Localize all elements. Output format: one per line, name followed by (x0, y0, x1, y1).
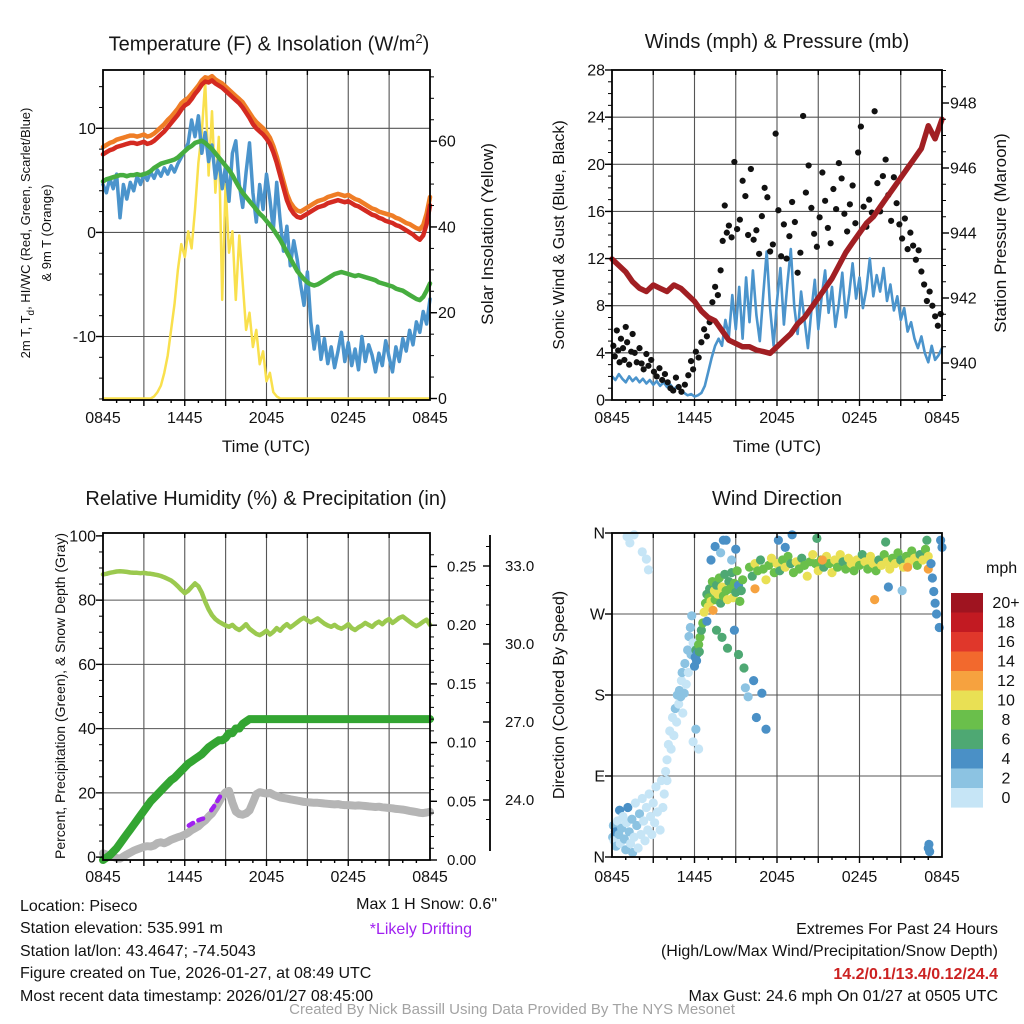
wind-direction-dot (774, 536, 783, 545)
tl-title-text: Temperature (F) & Insolation (W/m (108, 33, 416, 56)
gust-dot (888, 218, 894, 224)
credit-line: Created By Nick Bassill Using Data Provided By The NYS Mesonet (289, 1001, 735, 1018)
x-tick-label: 0245 (330, 410, 367, 427)
gust-dot (921, 281, 927, 287)
y-tick-label: 0.00 (447, 852, 477, 869)
gust-dot (624, 339, 630, 345)
y-tick-label: -10 (72, 328, 96, 346)
gust-dot (753, 227, 759, 233)
gust-dot (844, 228, 850, 234)
gust-dot (662, 371, 668, 377)
y-tick-label: 20 (78, 785, 96, 803)
colorbar-cell (951, 730, 983, 750)
colorbar-cell (951, 613, 983, 633)
gust-dot (690, 366, 696, 372)
gust-dot (907, 230, 913, 236)
max-gust: Max Gust: 24.6 mph On 01/27 at 0505 UTC (688, 987, 998, 1005)
wind-direction-dot (727, 555, 736, 564)
gust-dot (894, 200, 900, 206)
gust-dot (762, 185, 768, 191)
wind-direction-dot (625, 538, 634, 547)
wind-direction-dot (931, 599, 940, 608)
wind-direction-dot (719, 536, 728, 545)
gust-dot (770, 241, 776, 247)
gust-dot (905, 246, 911, 252)
wind-direction-dot (898, 586, 907, 595)
gust-dot (636, 345, 642, 351)
gust-dot (688, 358, 694, 364)
wind-direction-dot (734, 650, 743, 659)
x-tick-label: 0845 (594, 410, 630, 427)
y-tick-label: 20 (438, 305, 456, 323)
wind-direction-dot (706, 555, 715, 564)
y-tick-label: 0.15 (447, 675, 477, 693)
tr-x-axis-label: Time (UTC) (732, 437, 822, 456)
gust-dot (932, 313, 938, 319)
wind-direction-dot (658, 803, 667, 812)
station-location: Location: Piseco (20, 898, 138, 915)
gust-dot (916, 247, 922, 253)
colorbar-label: 14 (997, 653, 1015, 671)
x-tick-label: 0245 (330, 869, 367, 886)
wind-direction-dot (717, 633, 726, 642)
gust-dot (828, 240, 834, 246)
gust-dot (715, 292, 721, 298)
y-tick-label: 27.0 (505, 714, 535, 731)
wind-direction-dot (818, 555, 827, 564)
wind-direction-dot (723, 644, 732, 653)
tl-left-label-sub: d (25, 309, 37, 316)
colorbar-cell (951, 593, 983, 613)
gust-dot (803, 189, 809, 195)
y-tick-label: 100 (69, 528, 96, 546)
wind-direction-dot (680, 689, 689, 698)
gust-dot (645, 363, 651, 369)
colorbar-label: 6 (1001, 731, 1011, 749)
gust-dot (751, 237, 757, 243)
wind-direction-dot (645, 789, 654, 798)
y-tick-label: 942 (950, 290, 977, 308)
gust-dot (866, 197, 872, 203)
wind-direction-dot (928, 573, 937, 582)
wind-direction-dot (678, 708, 687, 717)
gust-dot (855, 149, 861, 155)
y-tick-label: 0 (87, 224, 96, 242)
gust-dot (659, 377, 665, 383)
wind-direction-dot (903, 563, 912, 572)
data-timestamp: Most recent data timestamp: 2026/01/27 08:45:00 (20, 987, 374, 1005)
y-tick-label: 12 (587, 251, 605, 269)
y-tick-label: 948 (950, 95, 977, 113)
wind-direction-dot (672, 717, 681, 726)
y-tick-label: 940 (950, 355, 977, 373)
wind-direction-dot (757, 689, 766, 698)
y-tick-label: S (594, 687, 605, 705)
gust-dot (704, 333, 710, 339)
y-tick-label: 0 (596, 392, 605, 410)
wind-direction-dot (669, 731, 678, 740)
gust-dot (872, 108, 878, 114)
colorbar-label: 20+ (992, 595, 1020, 613)
x-tick-label: 0845 (412, 410, 448, 427)
colorbar-cell (951, 710, 983, 730)
gust-dot (630, 331, 636, 337)
y-tick-label: 0.05 (447, 793, 477, 811)
tl-left-label-line2: & 9m T (Orange) (38, 184, 54, 282)
gust-dot (861, 204, 867, 210)
tr-title: Winds (mph) & Pressure (mb) (644, 31, 910, 53)
wind-direction-dot (752, 713, 761, 722)
wind-direction-dot (750, 584, 759, 593)
y-tick-label: 0 (87, 849, 96, 867)
gust-dot (626, 362, 632, 368)
wind-direction-dot (686, 623, 695, 632)
x-tick-label: 0845 (85, 410, 121, 427)
gust-dot (841, 211, 847, 217)
y-tick-label: 40 (438, 219, 456, 237)
tl-title-sup: 2 (415, 31, 423, 46)
wind-direction-dot (640, 836, 649, 845)
y-tick-label: 10 (78, 120, 96, 138)
wind-direction-dot (694, 744, 703, 753)
wind-direction-dot (656, 825, 665, 834)
colorbar-label: 4 (1001, 751, 1011, 769)
gust-dot (786, 233, 792, 239)
gust-dot (883, 156, 889, 162)
x-tick-label: 0845 (412, 869, 448, 886)
y-tick-label: 0.10 (447, 734, 477, 752)
tl-left-label-pre: 2m T, T (18, 315, 34, 359)
wind-direction-dot (642, 555, 651, 564)
colorbar-label: 10 (997, 692, 1015, 710)
y-tick-label: 944 (950, 225, 977, 243)
gust-dot (748, 166, 754, 172)
wind-direction-dot (702, 617, 711, 626)
extremes-values: 14.2/0.1/13.4/0.12/24.4 (833, 965, 998, 983)
tl-title-suffix: ) (422, 33, 430, 56)
wind-direction-dot (881, 537, 890, 546)
gust-dot (833, 206, 839, 212)
colorbar-cell (951, 749, 983, 769)
wind-direction-dot (634, 843, 643, 852)
x-tick-label: 2045 (759, 410, 795, 427)
x-tick-label: 0845 (85, 869, 121, 886)
gust-dot (784, 255, 790, 261)
colorbar-label: 2 (1001, 770, 1011, 788)
gust-dot (896, 221, 902, 227)
wind-direction-dot (649, 798, 658, 807)
x-tick-label: 1445 (676, 869, 713, 886)
gust-dot (718, 267, 724, 273)
gust-dot (654, 373, 660, 379)
gust-dot (775, 207, 781, 213)
y-tick-label: N (593, 849, 605, 867)
wind-direction-dot (884, 582, 893, 591)
gust-dot (797, 250, 803, 256)
wind-direction-dot (716, 548, 725, 557)
gust-dot (682, 382, 688, 388)
gust-dot (814, 244, 820, 250)
wind-direction-dot (929, 587, 938, 596)
bl-title: Relative Humidity (%) & Precipitation (in) (85, 488, 447, 510)
gust-dot (648, 357, 654, 363)
wind-direction-dot (756, 555, 765, 564)
gust-dot (698, 339, 704, 345)
wind-direction-dot (870, 595, 879, 604)
gust-dot (781, 221, 787, 227)
y-tick-label: 0.25 (447, 558, 477, 576)
wind-direction-dot (695, 647, 704, 656)
gust-dot (913, 257, 919, 263)
gust-dot (929, 303, 935, 309)
gust-dot (880, 173, 886, 179)
wind-direction-dot (647, 830, 656, 839)
gust-dot (720, 238, 726, 244)
gust-dot (614, 327, 620, 333)
x-tick-label: 0845 (594, 869, 630, 886)
gust-dot (839, 175, 845, 181)
gust-dot (678, 389, 684, 395)
wind-direction-dot (730, 626, 739, 635)
wind-direction-dot (749, 676, 758, 685)
gust-dot (822, 198, 828, 204)
gust-dot (734, 226, 740, 232)
gust-dot (935, 323, 941, 329)
station-latlon: Station lat/lon: 43.4647; -74.5043 (20, 942, 256, 960)
y-tick-label: 28 (587, 62, 605, 80)
gust-dot (722, 202, 728, 208)
gust-dot (709, 299, 715, 305)
gust-dot (836, 160, 842, 166)
wind-direction-dot (662, 755, 671, 764)
gust-dot (819, 169, 825, 175)
x-tick-label: 0845 (924, 410, 960, 427)
gust-dot (740, 178, 746, 184)
gust-dot (696, 354, 702, 360)
gust-dot (673, 375, 679, 381)
wind-direction-dot (662, 776, 671, 785)
wind-direction-dot (691, 725, 700, 734)
gust-dot (764, 194, 770, 200)
x-tick-label: 1445 (166, 410, 203, 427)
y-tick-label: 0 (438, 390, 447, 408)
wind-direction-dot (661, 767, 670, 776)
wind-direction-dot (744, 692, 753, 701)
wind-direction-dot (761, 575, 770, 584)
gust-dot (656, 365, 662, 371)
wind-direction-dot (803, 572, 812, 581)
figure-created: Figure created on Tue, 2026-01-27, at 08:49 UTC (20, 965, 372, 983)
extremes-block (661, 919, 998, 1008)
gust-dot (852, 220, 858, 226)
gust-dot (623, 324, 629, 330)
gust-dot (795, 270, 801, 276)
wind-direction-dot (808, 550, 817, 559)
colorbar-label: 12 (997, 673, 1015, 691)
gust-dot (850, 182, 856, 188)
wind-direction-dot (738, 575, 747, 584)
gust-dot (724, 230, 730, 236)
x-tick-label: 2045 (248, 410, 285, 427)
gust-dot (792, 219, 798, 225)
station-info (20, 896, 373, 1008)
y-tick-label: 80 (78, 592, 96, 610)
gust-dot (756, 251, 762, 257)
colorbar-cell (951, 671, 983, 691)
gust-dot (726, 222, 732, 228)
gust-dot (899, 235, 905, 241)
y-tick-label: 8 (596, 298, 605, 316)
wind-direction-dot (788, 530, 797, 539)
gust-dot (891, 174, 897, 180)
colorbar-cell (951, 632, 983, 652)
colorbar-cell (951, 769, 983, 789)
colorbar-label: 0 (1001, 790, 1011, 808)
gust-dot (737, 217, 743, 223)
tl-left-label-mid: , HI/WC (Red, Green, Scarlet/Blue) (18, 107, 34, 310)
y-tick-label: 30.0 (505, 636, 535, 653)
wind-direction-dot (733, 566, 742, 575)
gust-dot (685, 372, 691, 378)
gust-dot (773, 131, 779, 137)
gust-dot (665, 379, 671, 385)
br-title: Wind Direction (711, 488, 843, 510)
gust-dot (621, 357, 627, 363)
wind-direction-dot (660, 789, 669, 798)
y-tick-label: 24 (587, 109, 605, 127)
y-tick-label: 24.0 (505, 792, 535, 809)
extremes-title: Extremes For Past 24 Hours (796, 921, 998, 938)
x-tick-label: 2045 (248, 869, 285, 886)
wind-direction-dot (925, 847, 934, 856)
y-tick-label: 20 (587, 156, 605, 174)
likely-drifting-note: *Likely Drifting (369, 921, 472, 938)
y-tick-label: N (593, 525, 605, 543)
gust-dot (811, 231, 817, 237)
y-tick-label: 60 (438, 133, 456, 151)
gust-dot (847, 201, 853, 207)
wind-direction-dot (629, 530, 638, 539)
gust-dot (808, 205, 814, 211)
y-tick-label: 946 (950, 160, 977, 178)
colorbar-label: 16 (997, 634, 1015, 652)
y-tick-label: 0.20 (447, 617, 477, 635)
gust-dot (817, 214, 823, 220)
colorbar-cell (951, 691, 983, 711)
gust-dot (620, 345, 626, 351)
y-tick-label: 60 (78, 656, 96, 674)
tl-x-axis-label: Time (UTC) (221, 437, 311, 456)
gust-dot (643, 351, 649, 357)
y-tick-label: 33.0 (505, 558, 535, 575)
wind-direction-dot (708, 606, 717, 615)
max-snow-note: Max 1 H Snow: 0.6" (356, 896, 497, 913)
gust-dot (742, 193, 748, 199)
gust-dot (789, 199, 795, 205)
gust-dot (825, 225, 831, 231)
wind-direction-dot (731, 545, 740, 554)
colorbar-label: 18 (997, 614, 1015, 632)
colorbar-label: 8 (1001, 712, 1011, 730)
wind-direction-dot (667, 744, 676, 753)
gust-dot (918, 268, 924, 274)
gust-dot (618, 336, 624, 342)
gust-dot (701, 326, 707, 332)
gust-dot (745, 232, 751, 238)
gust-dot (806, 162, 812, 168)
gust-dot (858, 123, 864, 129)
gust-dot (638, 360, 644, 366)
wind-direction-dot (682, 680, 691, 689)
x-tick-label: 1445 (166, 869, 203, 886)
gust-dot (927, 288, 933, 294)
x-tick-label: 0245 (841, 410, 878, 427)
weather-station-dashboard: 0845 1445 2045 0245 0845 10 0 -10 0 20 40 60 0845 1445 2045 0245 0845 0 4 8 12 16 20 24 28 940 942 944 946 948 0845 1445 2045 0245 0845 0 20 40 60 80 100 0.00 0.05 0.10 0.15 0.20 0.25 24.0 27.0 30.0 33.0 0845 1445 2045 0245 0845 N W S E N 20+ 18 16 14 12 10 8 6 4 2 0 Temperature (F) & Insolation $(W/m^2)$ Winds (mph) & Pressure (mb) Relative Humidity (%) & Precipitation (in) Wind Direction Time (UTC) Time (UTC) 2m T, $T_d$, HI/WC (Red, Green, Scarlet/Blue) & 9m T (Orange) Solar Insolation (Yellow) Sonic Wind & Gust (Blue, Black) Station Pressure (Maroon) Percent, Precipitation (Green), & Snow Depth (Gray) Direction (Colored By Speed) mph Location: Piseco Station elevation: 535.991 m Station lat/lon: 43.4647; -74.5043 Figure created on Tue, 2026-01-27, at 08:49 UTC Most recent data timestamp: 2026/01/27 08:45:00 Max 1 H Snow: 0.6" *Likely Drifting Extremes For Past 24 Hours (High/Low/Max Wind/Precipitation/Snow Depth) 14.2/0.1/13.4/0.12/24.4 Max Gust: 24.6 mph On 01/27 at 0505 UTC Created By Nick Bassill Using Data Provided By The NYS Mesonet (0, 0, 1024, 1024)
gust-dot (731, 159, 737, 165)
station-elevation: Station elevation: 535.991 m (20, 920, 223, 938)
gust-dot (729, 234, 735, 240)
gust-dot (800, 113, 806, 119)
gust-dot (910, 243, 916, 249)
extremes-subtitle: (High/Low/Max Wind/Precipitation/Snow Depth) (660, 943, 998, 961)
x-tick-label: 0245 (841, 869, 878, 886)
gust-dot (767, 248, 773, 254)
wind-direction-dot (741, 683, 750, 692)
gust-dot (759, 213, 765, 219)
wind-direction-dot (644, 565, 653, 574)
gust-dot (712, 284, 718, 290)
wind-direction-dot (737, 586, 746, 595)
gust-dot (693, 349, 699, 355)
colorbar-title: mph (986, 560, 1018, 577)
wind-direction-dot (781, 543, 790, 552)
gust-dot (670, 387, 676, 393)
wind-direction-dot (932, 609, 941, 618)
wind-direction-dot (680, 659, 689, 668)
y-tick-label: 4 (596, 345, 605, 363)
gust-dot (924, 298, 930, 304)
y-tick-label: W (589, 606, 605, 624)
wind-direction-dot (739, 663, 748, 672)
tl-title (109, 31, 430, 57)
y-tick-label: 40 (78, 721, 96, 739)
wind-direction-dot (735, 597, 744, 606)
x-tick-label: 2045 (759, 869, 795, 886)
wind-direction-dot (687, 611, 696, 620)
y-tick-label: 16 (587, 203, 605, 221)
y-tick-label: E (594, 768, 605, 786)
colorbar-cell (951, 788, 983, 808)
gust-dot (874, 180, 880, 186)
gust-dot (632, 350, 638, 356)
x-tick-label: 0845 (924, 869, 960, 886)
wind-direction-dot (761, 725, 770, 734)
wind-direction-dot (922, 536, 931, 545)
wind-direction-dot (812, 534, 821, 543)
gust-dot (830, 186, 836, 192)
gust-dot (778, 253, 784, 259)
x-tick-label: 1445 (676, 410, 713, 427)
gust-dot (902, 215, 908, 221)
colorbar-cell (951, 652, 983, 672)
wind-direction-dot (926, 559, 935, 568)
